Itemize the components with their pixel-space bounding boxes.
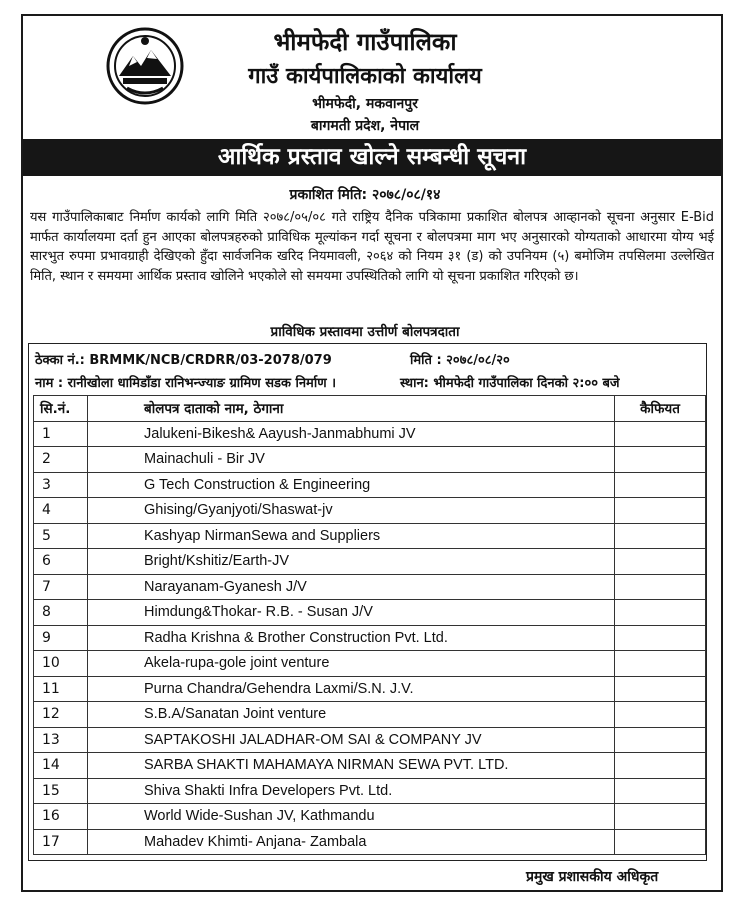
opening-date: मिति : २०७८/०८/२० — [410, 353, 510, 368]
row-bidder-name: Mahadev Khimti- Anjana- Zambala — [88, 829, 615, 855]
office-name: गाउँ कार्यपालिकाको कार्यालय — [248, 64, 482, 89]
table-row — [34, 600, 706, 626]
row-bidder-name: S.B.A/Sanatan Joint venture — [88, 702, 615, 728]
row-serial: 7 — [34, 574, 88, 600]
row-remarks — [615, 498, 706, 524]
opening-venue: स्थान: भीमफेदी गाउँपालिका दिनको २:०० बजे — [400, 376, 620, 391]
table-row — [34, 829, 706, 855]
row-bidder-name: SARBA SHAKTI MAHAMAYA NIRMAN SEWA PVT. LTD. — [88, 753, 615, 779]
table-row — [34, 498, 706, 524]
row-serial: 6 — [34, 549, 88, 575]
row-serial: 16 — [34, 804, 88, 830]
table-row — [34, 727, 706, 753]
project-name: नाम : रानीखोला धामिडाँडा रानिभन्ज्याङ ग्रामिण सडक निर्माण । — [35, 376, 337, 391]
row-serial: 14 — [34, 753, 88, 779]
row-serial: 8 — [34, 600, 88, 626]
row-serial: 11 — [34, 676, 88, 702]
row-serial: 10 — [34, 651, 88, 677]
table-subtitle: प्राविधिक प्रस्तावमा उत्तीर्ण बोलपत्रदाता — [270, 324, 460, 340]
row-remarks — [615, 753, 706, 779]
row-bidder-name: World Wide-Sushan JV, Kathmandu — [88, 804, 615, 830]
row-remarks — [615, 625, 706, 651]
table-row — [34, 574, 706, 600]
row-remarks — [615, 727, 706, 753]
row-bidder-name: Ghising/Gyanjyoti/Shaswat-jv — [88, 498, 615, 524]
header-serial: सि.नं. — [34, 396, 88, 422]
row-bidder-name: G Tech Construction & Engineering — [88, 472, 615, 498]
row-bidder-name: Shiva Shakti Infra Developers Pvt. Ltd. — [88, 778, 615, 804]
table-header-row — [34, 396, 706, 422]
table-row — [34, 804, 706, 830]
row-remarks — [615, 778, 706, 804]
signatory-title: प्रमुख प्रशासकीय अधिकृत — [526, 869, 659, 885]
row-serial: 2 — [34, 447, 88, 473]
table-row — [34, 447, 706, 473]
row-bidder-name: Bright/Kshitiz/Earth-JV — [88, 549, 615, 575]
table-row — [34, 651, 706, 677]
row-serial: 1 — [34, 421, 88, 447]
row-bidder-name: Akela-rupa-gole joint venture — [88, 651, 615, 677]
row-remarks — [615, 523, 706, 549]
row-remarks — [615, 676, 706, 702]
row-bidder-name: Narayanam-Gyanesh J/V — [88, 574, 615, 600]
row-serial: 4 — [34, 498, 88, 524]
row-remarks — [615, 472, 706, 498]
table-row — [34, 523, 706, 549]
table-row — [34, 778, 706, 804]
row-remarks — [615, 600, 706, 626]
row-bidder-name: SAPTAKOSHI JALADHAR-OM SAI & COMPANY JV — [88, 727, 615, 753]
table-row — [34, 676, 706, 702]
row-remarks — [615, 651, 706, 677]
row-serial: 17 — [34, 829, 88, 855]
row-serial: 3 — [34, 472, 88, 498]
published-date: प्रकाशित मिति: २०७८/०८/१४ — [289, 187, 441, 203]
row-bidder-name: Jalukeni-Bikesh& Aayush-Janmabhumi JV — [88, 421, 615, 447]
contract-number: ठेक्का नं.: BRMMK/NCB/CRDRR/03-2078/079 — [35, 353, 332, 368]
table-row — [34, 549, 706, 575]
table-row — [34, 702, 706, 728]
header-bidder-name: बोलपत्र दाताको नाम, ठेगाना — [88, 396, 615, 422]
row-serial: 5 — [34, 523, 88, 549]
table-row — [34, 421, 706, 447]
row-serial: 9 — [34, 625, 88, 651]
row-remarks — [615, 829, 706, 855]
notice-title-banner: आर्थिक प्रस्ताव खोल्ने सम्बन्धी सूचना — [23, 139, 721, 176]
header-remarks: कैफियत — [615, 396, 706, 422]
row-remarks — [615, 574, 706, 600]
municipality-name: भीमफेदी गाउँपालिका — [273, 28, 457, 56]
row-remarks — [615, 421, 706, 447]
row-bidder-name: Purna Chandra/Gehendra Laxmi/S.N. J.V. — [88, 676, 615, 702]
table-row — [34, 472, 706, 498]
row-bidder-name: Mainachuli - Bir JV — [88, 447, 615, 473]
office-location: भीमफेदी, मकवानपुर — [312, 96, 418, 112]
row-remarks — [615, 447, 706, 473]
row-serial: 13 — [34, 727, 88, 753]
row-bidder-name: Radha Krishna & Brother Construction Pvt. Ltd. — [88, 625, 615, 651]
row-serial: 15 — [34, 778, 88, 804]
table-row — [34, 625, 706, 651]
bidders-table — [33, 395, 706, 855]
row-bidder-name: Kashyap NirmanSewa and Suppliers — [88, 523, 615, 549]
row-remarks — [615, 549, 706, 575]
row-bidder-name: Himdung&Thokar- R.B. - Susan J/V — [88, 600, 615, 626]
province-name: बागमती प्रदेश, नेपाल — [310, 118, 420, 134]
notice-paragraph: यस गाउँपालिकाबाट निर्माण कार्यको लागि मिति २०७८/०५/०८ गते राष्ट्रिय दैनिक पत्रिकामा प्रकाशित बोलपत्र आव्हानको सूचना अनुसार E-Bid मार्फत कार्यालयमा दर्ता हुन आएका बोलपत्रहरुको प्राविधिक मूल्यांकन गर्दा सूचना र बोलपत्रमा माग भए अनुसारको योग्यताको आधारमा योग्य भई सारभुत रुपमा प्रभावग्राही देखिएको हुँदा सार्वजनिक खरिद नियमावली, २०६४ को नियम ३१ (ड) को उपनियम (५) बमोजिम तपसिलमा उल्लेखित मिति, स्थान र समयमा आर्थिक प्रस्ताव खोलिने भएकोले सो समयमा उपस्थितिको लागि यो सूचना प्रकाशित गरिएको छ। — [30, 210, 714, 284]
table-row — [34, 753, 706, 779]
row-remarks — [615, 702, 706, 728]
row-serial: 12 — [34, 702, 88, 728]
row-remarks — [615, 804, 706, 830]
